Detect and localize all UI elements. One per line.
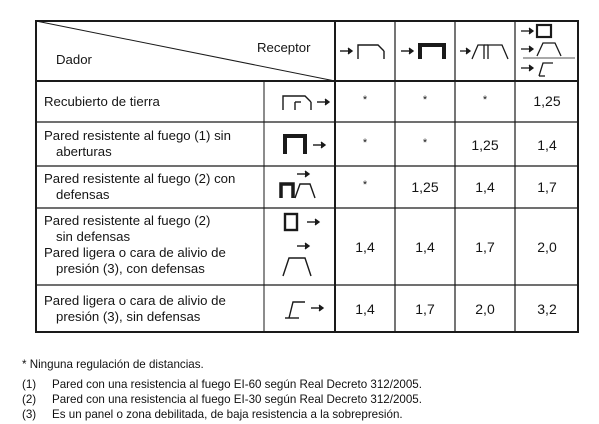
row-4-value-1: 1,4	[355, 239, 375, 255]
row-1-value-3: *	[482, 94, 488, 106]
row-2-value-1: *	[362, 137, 368, 149]
row-4-value-2: 1,4	[415, 239, 435, 255]
row-4-value-3: 1,7	[475, 239, 495, 255]
row-2-value-2: *	[422, 137, 428, 149]
row-1-value-2: *	[422, 94, 428, 106]
footnote-1	[22, 378, 422, 391]
receptor-wall-with-light-panels-icon	[458, 37, 512, 61]
fire-wall-with-defenses-icon	[273, 168, 335, 204]
row-2-label-line-1: Pared resistente al fuego (1) sin	[44, 128, 231, 143]
receptor-earth-covered-icon	[338, 37, 392, 61]
row-4-label-line-3: Pared ligera o cara de alivio de	[44, 245, 226, 260]
footnote-3-number: (3)	[22, 408, 37, 421]
footnote-star: * Ninguna regulación de distancias.	[22, 358, 204, 371]
row-5-value-3: 2,0	[475, 301, 495, 317]
row-4-label-line-4: presión (3), con defensas	[56, 261, 205, 276]
row-2-value-3: 1,25	[471, 137, 499, 153]
row-1-value-1: *	[362, 94, 368, 106]
footnote-2-number: (2)	[22, 393, 37, 406]
row-1-value-4: 1,25	[533, 93, 561, 109]
row-4-label-line-2: sin defensas	[56, 229, 131, 244]
row-2-label-line-2: aberturas	[56, 144, 112, 159]
row-2-value-4: 1,4	[537, 137, 557, 153]
row-3-label-line-2: defensas	[56, 187, 110, 202]
light-wall-icon	[275, 292, 335, 326]
row-5-value-4: 3,2	[537, 301, 557, 317]
row-3-value-2: 1,25	[411, 179, 439, 195]
footnote-3	[22, 408, 403, 421]
receptor-combined-icon	[519, 22, 577, 78]
receptor-wall-icon	[398, 37, 452, 61]
row-5-value-1: 1,4	[355, 301, 375, 317]
distance-table	[35, 20, 579, 333]
row-5-label-line-2: presión (3), sin defensas	[56, 309, 201, 324]
footnote-1-number: (1)	[22, 378, 37, 391]
footnote-3-text: Es un panel o zona debilitada, de baja resistencia a la sobrepresión.	[52, 408, 403, 421]
earth-covered-icon	[275, 88, 335, 116]
fire-wall-and-light-wall-icon	[275, 210, 335, 282]
row-3-value-3: 1,4	[475, 179, 495, 195]
row-3-value-4: 1,7	[537, 179, 557, 195]
row-5-label-line-1: Pared ligera o cara de alivio de	[44, 293, 226, 308]
row-5-value-2: 1,7	[415, 301, 435, 317]
footnote-2-text: Pared con una resistencia al fuego EI-30 según Real Decreto 312/2005.	[52, 393, 422, 406]
row-3-label-line-1: Pared resistente al fuego (2) con	[44, 171, 236, 186]
row-3-value-1: *	[362, 179, 368, 191]
fire-wall-icon	[275, 128, 335, 160]
dador-label: Dador	[56, 52, 92, 67]
row-4-value-4: 2,0	[537, 239, 557, 255]
footnote-1-text: Pared con una resistencia al fuego EI-60 según Real Decreto 312/2005.	[52, 378, 422, 391]
footnote-2	[22, 393, 422, 406]
receptor-label: Receptor	[257, 40, 311, 55]
row-4-label-line-1: Pared resistente al fuego (2)	[44, 213, 211, 228]
row-1-label: Recubierto de tierra	[44, 94, 160, 109]
